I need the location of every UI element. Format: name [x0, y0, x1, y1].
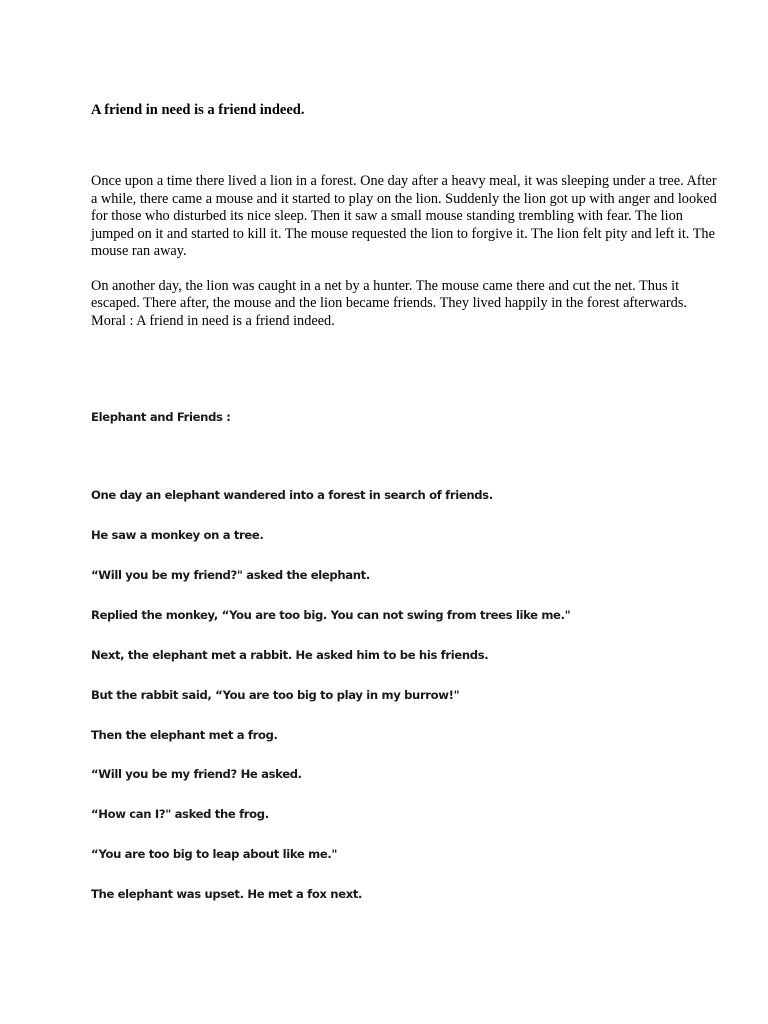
elephant-story-heading: Elephant and Friends :	[91, 410, 231, 424]
story-moral: Moral : A friend in need is a friend indeed.	[91, 312, 335, 329]
elephant-story-line: He saw a monkey on a tree.	[91, 528, 264, 542]
elephant-story-line: Next, the elephant met a rabbit. He asked him to be his friends.	[91, 648, 489, 662]
elephant-story-line: “You are too big to leap about like me."	[91, 847, 338, 861]
elephant-story-line: “Will you be my friend?" asked the elephant.	[91, 568, 370, 582]
elephant-story-line: Then the elephant met a frog.	[91, 728, 278, 742]
story-paragraph-2: On another day, the lion was caught in a net by a hunter. The mouse came there and cut the net. Thus it escaped. There after, the mouse and the lion became friends. They lived happily in the forest afterwards.	[91, 277, 687, 311]
lion-mouse-story	[91, 173, 721, 330]
elephant-story-line: “How can I?" asked the frog.	[91, 807, 269, 821]
elephant-story-line: But the rabbit said, “You are too big to play in my burrow!"	[91, 688, 460, 702]
story-title: A friend in need is a friend indeed.	[91, 102, 305, 118]
elephant-story-line: “Will you be my friend? He asked.	[91, 767, 302, 781]
elephant-story-line: The elephant was upset. He met a fox next.	[91, 887, 363, 901]
story-paragraph-1: Once upon a time there lived a lion in a forest. One day after a heavy meal, it was sleeping under a tree. After a while, there came a mouse and it started to play on the lion. Suddenly the lion got up with anger and looked for those who disturbed its nice sleep. Then it saw a small mouse standing trembling with fear. The lion jumped on it and started to kill it. The mouse requested the lion to forgive it. The lion felt pity and left it. The mouse ran away.	[91, 173, 717, 259]
elephant-story-line: One day an elephant wandered into a forest in search of friends.	[91, 488, 493, 502]
elephant-story-line: Replied the monkey, “You are too big. You can not swing from trees like me."	[91, 608, 571, 622]
